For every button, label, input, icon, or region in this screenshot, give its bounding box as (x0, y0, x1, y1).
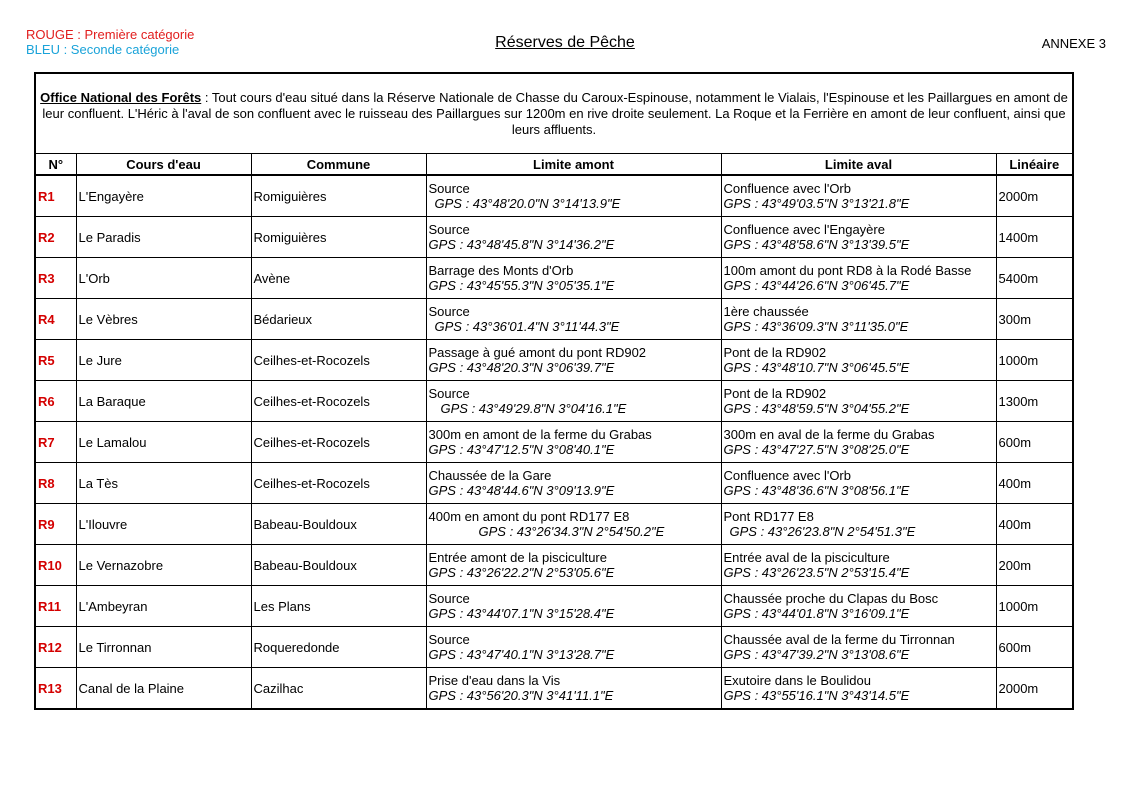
downstream-limit (721, 217, 996, 258)
downstream-gps: GPS : 43°48'59.5"N 3°04'55.2"E (723, 401, 910, 416)
downstream-gps: GPS : 43°36'09.3"N 3°11'35.0"E (723, 319, 909, 334)
reserve-number: R7 (35, 422, 76, 463)
upstream-limit (426, 340, 721, 381)
river-name: L'Engayère (76, 175, 251, 217)
river-name: Le Jure (76, 340, 251, 381)
downstream-limit (721, 422, 996, 463)
upstream-limit (426, 586, 721, 627)
length-value: 200m (996, 545, 1073, 586)
downstream-description: Chaussée aval de la ferme du Tirronnan (723, 632, 955, 647)
table-row (35, 299, 1073, 340)
commune-name: Romiguières (251, 175, 426, 217)
reserve-number: R8 (35, 463, 76, 504)
upstream-limit (426, 545, 721, 586)
river-name: Le Lamalou (76, 422, 251, 463)
table-row (35, 258, 1073, 299)
upstream-limit (426, 504, 721, 545)
annex-label: ANNEXE 3 (1041, 36, 1106, 51)
upstream-gps: GPS : 43°48'20.0"N 3°14'13.9"E (434, 196, 621, 211)
downstream-gps: GPS : 43°48'10.7"N 3°06'45.5"E (723, 360, 910, 375)
reserve-number: R5 (35, 340, 76, 381)
document-title: Réserves de Pêche (495, 34, 635, 51)
upstream-gps: GPS : 43°48'20.3"N 3°06'39.7"E (428, 360, 615, 375)
commune-name: Avène (251, 258, 426, 299)
upstream-description: Source (428, 304, 470, 319)
downstream-description: 300m en aval de la ferme du Grabas (723, 427, 935, 442)
downstream-limit (721, 381, 996, 422)
commune-name: Roqueredonde (251, 627, 426, 668)
reserve-number: R6 (35, 381, 76, 422)
downstream-limit (721, 258, 996, 299)
upstream-limit (426, 463, 721, 504)
downstream-description: Entrée aval de la pisciculture (723, 550, 890, 565)
length-value: 2000m (996, 175, 1073, 217)
downstream-description: Confluence avec l'Orb (723, 468, 851, 483)
upstream-limit (426, 299, 721, 340)
upstream-description: Barrage des Monts d'Orb (428, 263, 574, 278)
downstream-limit (721, 668, 996, 710)
upstream-limit (426, 627, 721, 668)
downstream-gps: GPS : 43°55'16.1"N 3°43'14.5"E (723, 688, 910, 703)
header-upstream-limit: Limite amont (426, 154, 721, 176)
downstream-description: Confluence avec l'Orb (723, 181, 851, 196)
upstream-gps: GPS : 43°45'55.3"N 3°05'35.1"E (428, 278, 615, 293)
downstream-limit (721, 175, 996, 217)
intro-cell (35, 73, 1073, 154)
table-row (35, 217, 1073, 258)
reserves-table (34, 72, 1074, 710)
river-name: L'Ilouvre (76, 504, 251, 545)
downstream-limit (721, 463, 996, 504)
table-row (35, 504, 1073, 545)
table-row (35, 381, 1073, 422)
commune-name: Ceilhes-et-Rocozels (251, 381, 426, 422)
upstream-description: Prise d'eau dans la Vis (428, 673, 561, 688)
river-name: L'Ambeyran (76, 586, 251, 627)
upstream-gps: GPS : 43°56'20.3"N 3°41'11.1"E (428, 688, 614, 703)
table-row (35, 545, 1073, 586)
upstream-limit (426, 668, 721, 710)
commune-name: Ceilhes-et-Rocozels (251, 422, 426, 463)
length-value: 400m (996, 504, 1073, 545)
river-name: Le Tirronnan (76, 627, 251, 668)
downstream-limit (721, 299, 996, 340)
legend-first-category: ROUGE : Première catégorie (26, 27, 195, 42)
intro-organization: Office National des Forêts (40, 89, 202, 105)
commune-name: Cazilhac (251, 668, 426, 710)
length-value: 1400m (996, 217, 1073, 258)
upstream-gps: GPS : 43°26'22.2"N 2°53'05.6"E (428, 565, 615, 580)
downstream-limit (721, 627, 996, 668)
downstream-description: Pont de la RD902 (723, 386, 827, 401)
upstream-limit (426, 422, 721, 463)
length-value: 1000m (996, 586, 1073, 627)
table-row (35, 668, 1073, 710)
length-value: 600m (996, 627, 1073, 668)
length-value: 2000m (996, 668, 1073, 710)
reserve-number: R12 (35, 627, 76, 668)
length-value: 5400m (996, 258, 1073, 299)
upstream-description: Entrée amont de la pisciculture (428, 550, 607, 565)
upstream-gps: GPS : 43°44'07.1"N 3°15'28.4"E (428, 606, 615, 621)
upstream-limit (426, 381, 721, 422)
table-row (35, 463, 1073, 504)
length-value: 1000m (996, 340, 1073, 381)
downstream-gps: GPS : 43°26'23.8"N 2°54'51.3"E (729, 524, 916, 539)
commune-name: Romiguières (251, 217, 426, 258)
downstream-description: 1ère chaussée (723, 304, 809, 319)
legend-second-category: BLEU : Seconde catégorie (26, 42, 180, 57)
upstream-gps: GPS : 43°26'34.3"N 2°54'50.2"E (478, 524, 665, 539)
upstream-description: 400m en amont du pont RD177 E8 (428, 509, 630, 524)
reserve-number: R3 (35, 258, 76, 299)
reserve-number: R11 (35, 586, 76, 627)
upstream-gps: GPS : 43°49'29.8"N 3°04'16.1"E (440, 401, 627, 416)
table-row (35, 175, 1073, 217)
length-value: 400m (996, 463, 1073, 504)
downstream-description: Pont de la RD902 (723, 345, 827, 360)
upstream-gps: GPS : 43°47'12.5"N 3°08'40.1"E (428, 442, 615, 457)
river-name: Le Vèbres (76, 299, 251, 340)
upstream-description: Source (428, 591, 470, 606)
upstream-description: Chaussée de la Gare (428, 468, 552, 483)
downstream-gps: GPS : 43°47'27.5"N 3°08'25.0"E (723, 442, 910, 457)
upstream-description: Source (428, 386, 470, 401)
downstream-gps: GPS : 43°49'03.5"N 3°13'21.8"E (723, 196, 910, 211)
reserve-number: R9 (35, 504, 76, 545)
header-number: N° (35, 154, 76, 176)
length-value: 300m (996, 299, 1073, 340)
river-name: La Tès (76, 463, 251, 504)
downstream-description: Exutoire dans le Boulidou (723, 673, 871, 688)
downstream-description: 100m amont du pont RD8 à la Rodé Basse (723, 263, 972, 278)
upstream-gps: GPS : 43°47'40.1"N 3°13'28.7"E (428, 647, 615, 662)
reserve-number: R4 (35, 299, 76, 340)
river-name: La Baraque (76, 381, 251, 422)
upstream-gps: GPS : 43°48'45.8"N 3°14'36.2"E (428, 237, 615, 252)
downstream-description: Confluence avec l'Engayère (723, 222, 885, 237)
downstream-limit (721, 586, 996, 627)
reserve-number: R2 (35, 217, 76, 258)
table-header (35, 154, 1073, 176)
table-row (35, 340, 1073, 381)
downstream-limit (721, 340, 996, 381)
commune-name: Bédarieux (251, 299, 426, 340)
downstream-gps: GPS : 43°44'26.6"N 3°06'45.7"E (723, 278, 910, 293)
commune-name: Les Plans (251, 586, 426, 627)
upstream-limit (426, 217, 721, 258)
upstream-limit (426, 175, 721, 217)
river-name: Le Paradis (76, 217, 251, 258)
table-row (35, 627, 1073, 668)
downstream-description: Pont RD177 E8 (723, 509, 814, 524)
reserve-number: R10 (35, 545, 76, 586)
upstream-limit (426, 258, 721, 299)
table-row (35, 422, 1073, 463)
intro-row (35, 73, 1073, 154)
upstream-description: Source (428, 181, 470, 196)
upstream-description: Source (428, 222, 470, 237)
river-name: Le Vernazobre (76, 545, 251, 586)
table-row (35, 586, 1073, 627)
commune-name: Ceilhes-et-Rocozels (251, 340, 426, 381)
reserve-number: R1 (35, 175, 76, 217)
upstream-gps: GPS : 43°48'44.6"N 3°09'13.9"E (428, 483, 615, 498)
downstream-gps: GPS : 43°48'36.6"N 3°08'56.1"E (723, 483, 910, 498)
length-value: 600m (996, 422, 1073, 463)
downstream-gps: GPS : 43°47'39.2"N 3°13'08.6"E (723, 647, 910, 662)
header-length: Linéaire (996, 154, 1073, 176)
upstream-description: Source (428, 632, 470, 647)
reserve-number: R13 (35, 668, 76, 710)
header-commune: Commune (251, 154, 426, 176)
upstream-gps: GPS : 43°36'01.4"N 3°11'44.3"E (434, 319, 620, 334)
downstream-limit (721, 545, 996, 586)
header-downstream-limit: Limite aval (721, 154, 996, 176)
header-river: Cours d'eau (76, 154, 251, 176)
intro-text: : Tout cours d'eau situé dans la Réserve Nationale de Chasse du Caroux-Espinouse, notamment le Vialais, l'Espinouse et les Paillargues en amont de leur confluent. L'Héric à l'aval de son confluent avec le ruisseau des Paillargues sur 1200m en rive droite seulement. La Roque et la Ferrière en amont de leur confluent, ainsi que leurs affluents. (42, 89, 1068, 137)
upstream-description: 300m en amont de la ferme du Grabas (428, 427, 652, 442)
downstream-limit (721, 504, 996, 545)
river-name: L'Orb (76, 258, 251, 299)
river-name: Canal de la Plaine (76, 668, 251, 710)
downstream-gps: GPS : 43°48'58.6"N 3°13'39.5"E (723, 237, 910, 252)
commune-name: Ceilhes-et-Rocozels (251, 463, 426, 504)
downstream-gps: GPS : 43°44'01.8"N 3°16'09.1"E (723, 606, 910, 621)
downstream-description: Chaussée proche du Clapas du Bosc (723, 591, 939, 606)
commune-name: Babeau-Bouldoux (251, 504, 426, 545)
commune-name: Babeau-Bouldoux (251, 545, 426, 586)
downstream-gps: GPS : 43°26'23.5"N 2°53'15.4"E (723, 565, 910, 580)
upstream-description: Passage à gué amont du pont RD902 (428, 345, 647, 360)
length-value: 1300m (996, 381, 1073, 422)
